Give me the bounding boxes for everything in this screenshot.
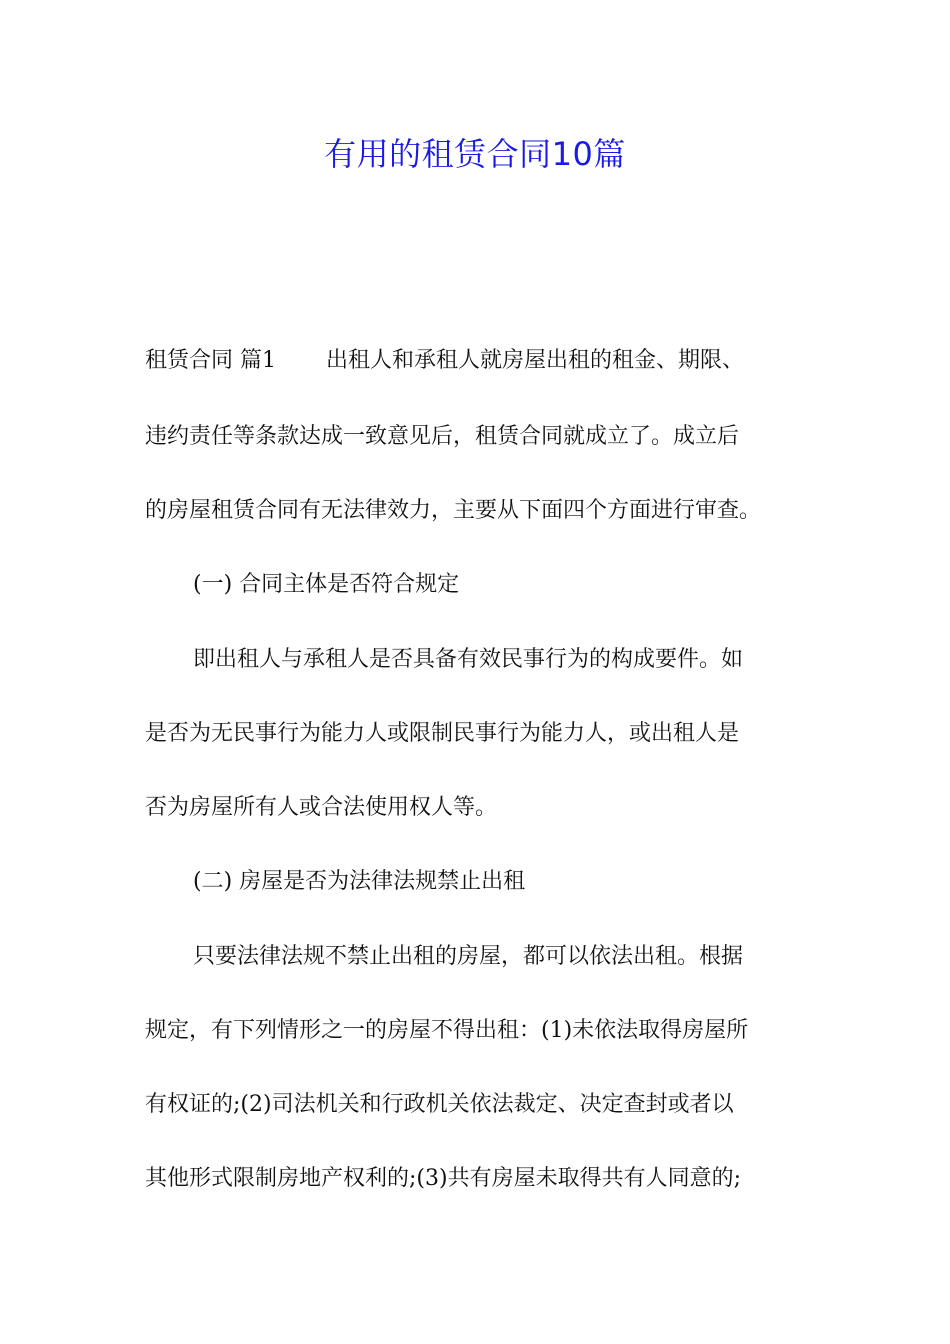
paragraph-line-11: 有权证的;(2)司法机关和行政机关依法裁定、决定查封或者以 [145, 1092, 734, 1117]
paragraph-line-5: 即出租人与承租人是否具备有效民事行为的构成要件。如 [193, 647, 744, 672]
document-title: 有用的租赁合同10篇 [324, 135, 626, 173]
paragraph-line-7: 否为房屋所有人或合法使用权人等。 [145, 795, 498, 820]
paragraph-line-6: 是否为无民事行为能力人或限制民事行为能力人，或出租人是 [145, 721, 740, 746]
paragraph-text: 出租人和承租人就房屋出租的租金、期限、 [326, 348, 745, 373]
section-heading: 租赁合同 篇1 [145, 348, 276, 373]
paragraph-line-2: 违约责任等条款达成一致意见后，租赁合同就成立了。成立后 [145, 424, 740, 449]
paragraph-line-10: 规定，有下列情形之一的房屋不得出租：(1)未依法取得房屋所 [145, 1018, 749, 1043]
subheading-2: (二) 房屋是否为法律法规禁止出租 [193, 869, 526, 894]
subheading-1: (一) 合同主体是否符合规定 [193, 572, 460, 597]
paragraph-line-1 [145, 341, 810, 381]
paragraph-line-9: 只要法律法规不禁止出租的房屋，都可以依法出租。根据 [193, 944, 744, 969]
paragraph-line-3: 的房屋租赁合同有无法律效力，主要从下面四个方面进行审查。 [145, 498, 762, 523]
paragraph-line-12: 其他形式限制房地产权利的;(3)共有房屋未取得共有人同意的; [145, 1166, 741, 1191]
